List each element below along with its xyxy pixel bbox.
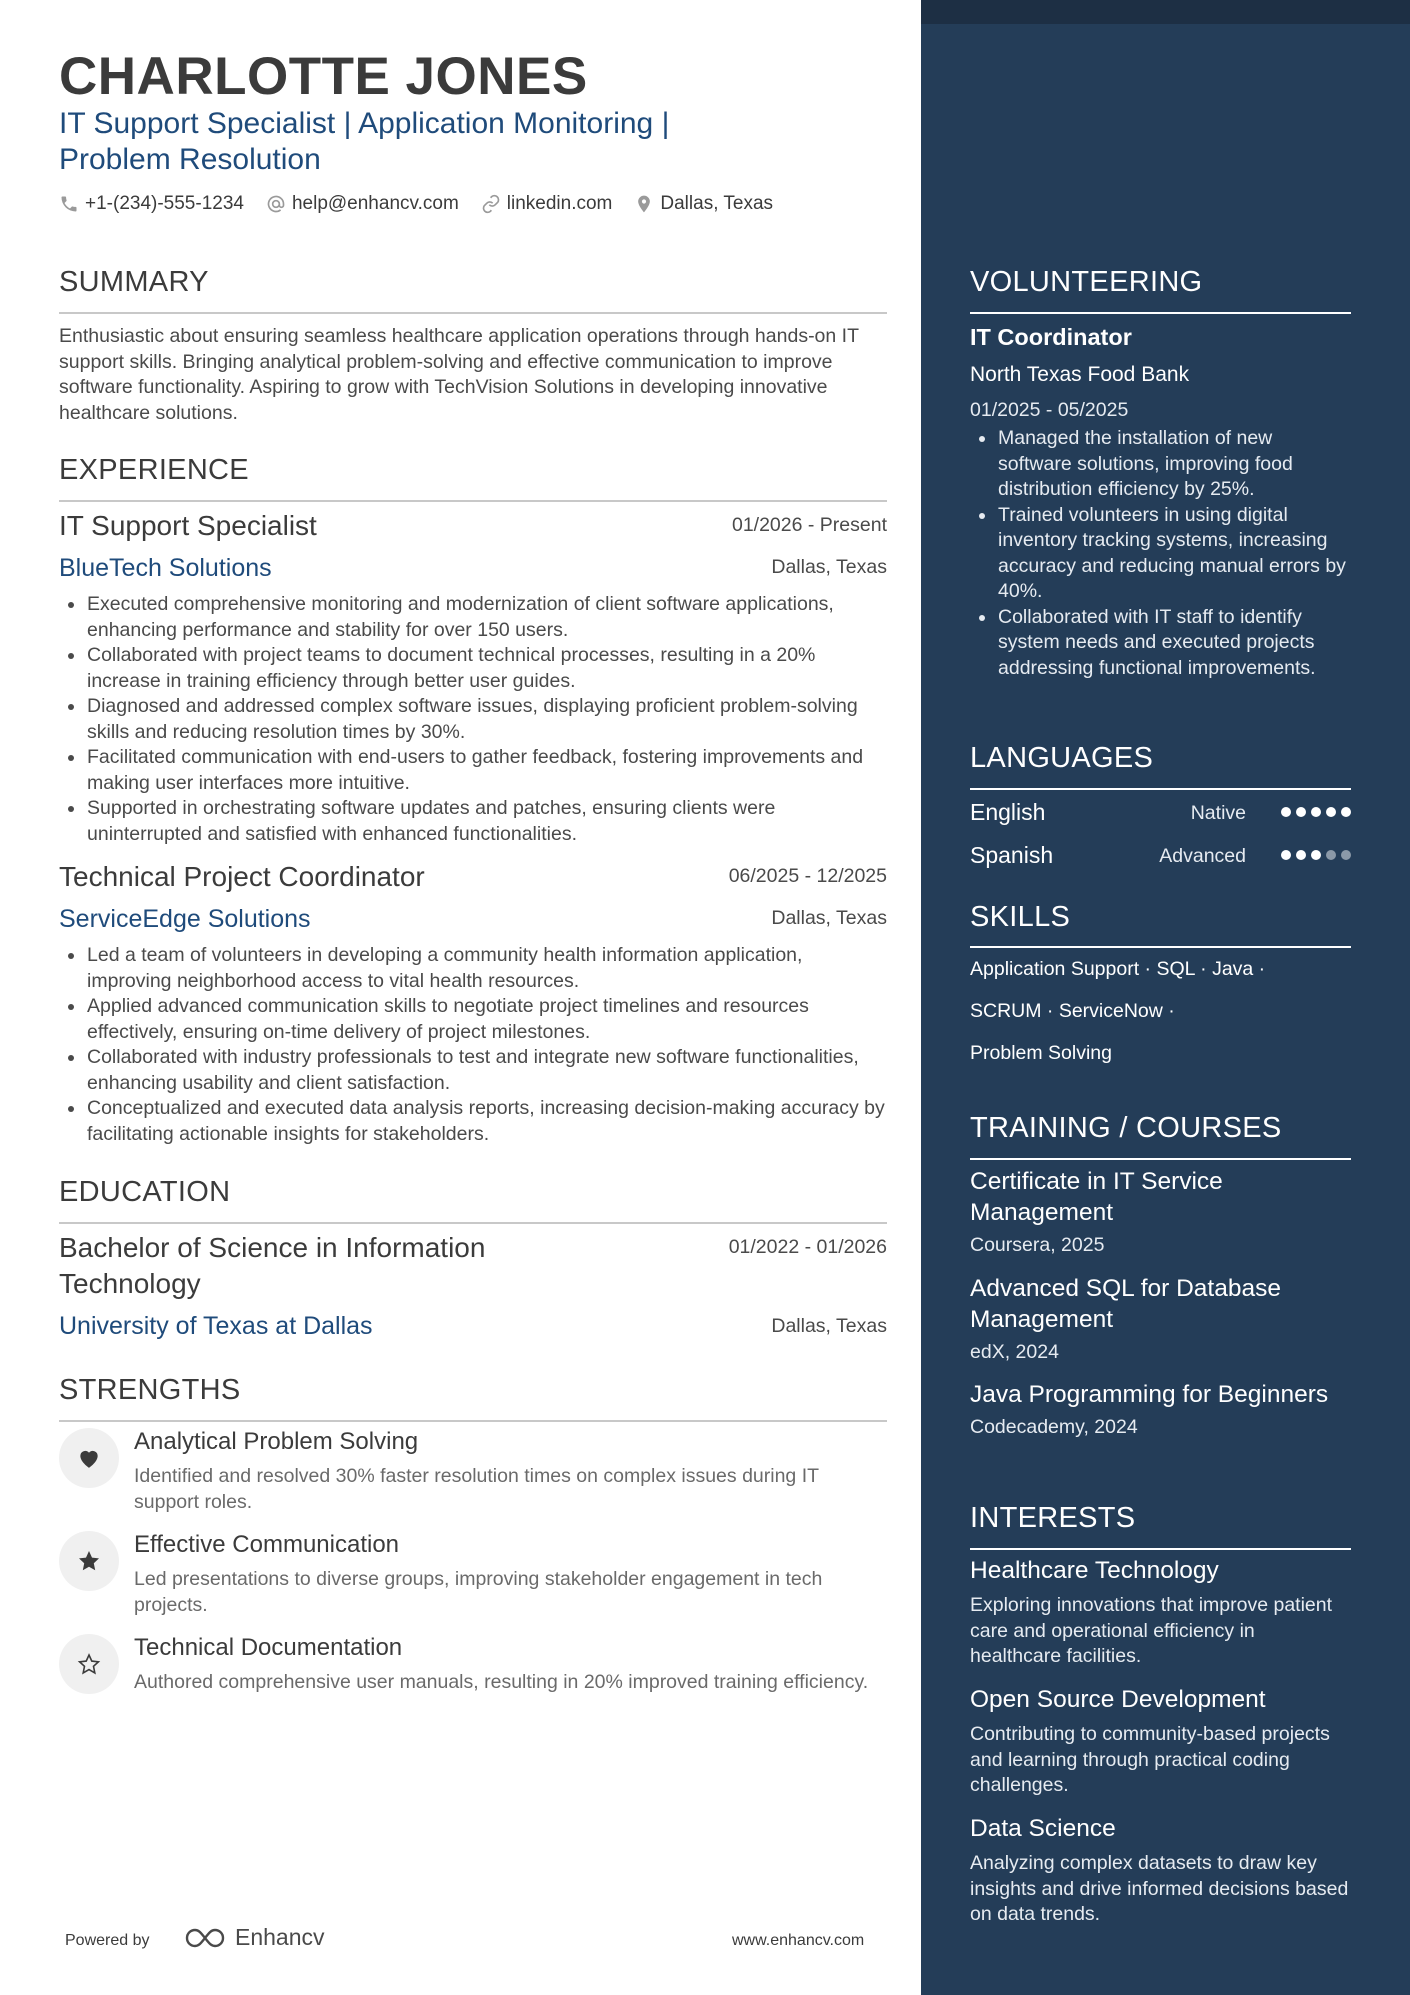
- job-location: Dallas, Texas: [771, 556, 887, 578]
- language-level: Advanced: [1159, 845, 1246, 867]
- volunteering-entry: [970, 324, 1351, 681]
- strength-desc: Authored comprehensive user manuals, resulting in 20% improved training efficiency.: [134, 1671, 869, 1693]
- footer-website[interactable]: www.enhancv.com: [732, 1932, 865, 1949]
- languages-title: LANGUAGES: [970, 742, 1154, 774]
- list-item: Collaborated with industry professionals to test and integrate new software functionalities, enhancing usability and client satisfaction.: [87, 1045, 887, 1096]
- rating-dot-filled: [1296, 850, 1306, 860]
- sidebar-top-band: [921, 0, 1410, 24]
- course-item: [970, 1273, 1351, 1364]
- job-bullets: [59, 592, 887, 847]
- job-company: BlueTech Solutions: [59, 554, 272, 582]
- job-company: ServiceEdge Solutions: [59, 905, 311, 933]
- interest-desc: Analyzing complex datasets to draw key insights and drive informed decisions based on data trends.: [970, 1852, 1349, 1925]
- education-location: Dallas, Texas: [771, 1315, 887, 1337]
- experience-title: EXPERIENCE: [59, 454, 249, 486]
- volunteering-role: IT Coordinator: [970, 324, 1132, 350]
- job-dates: 06/2025 - 12/2025: [728, 865, 887, 887]
- volunteering-divider: [970, 312, 1351, 314]
- course-title: Java Programming for Beginners: [970, 1381, 1329, 1408]
- strength-icon-badge: [59, 1531, 119, 1591]
- contact-email[interactable]: [266, 193, 459, 215]
- interest-desc: Exploring innovations that improve patient care and operational efficiency in healthcare facilities.: [970, 1594, 1333, 1667]
- contact-bar: [59, 193, 795, 215]
- heart-icon: [76, 1445, 102, 1471]
- education-divider: [59, 1222, 887, 1224]
- list-item: Trained volunteers in using digital inventory tracking systems, increasing accuracy and reducing manual errors by 40%.: [998, 503, 1351, 605]
- volunteering-title: VOLUNTEERING: [970, 266, 1203, 298]
- strengths-title: STRENGTHS: [59, 1374, 241, 1406]
- volunteering-dates: 01/2025 - 05/2025: [970, 399, 1129, 421]
- strength-desc: Identified and resolved 30% faster resolution times on complex issues during IT support roles.: [134, 1465, 819, 1513]
- job-bullets: [59, 943, 887, 1147]
- strength-desc: Led presentations to diverse groups, improving stakeholder engagement in tech projects.: [134, 1568, 823, 1616]
- course-provider: Coursera, 2025: [970, 1234, 1105, 1256]
- interests-divider: [970, 1548, 1351, 1550]
- volunteering-bullets: [970, 426, 1351, 681]
- interest-title: Open Source Development: [970, 1686, 1266, 1713]
- footer-powered-by: Powered by: [65, 1932, 150, 1949]
- rating-dot-empty: [1326, 850, 1336, 860]
- skills-line: Problem Solving: [970, 1042, 1112, 1064]
- contact-linkedin[interactable]: [481, 193, 613, 215]
- rating-dot-filled: [1281, 807, 1291, 817]
- job-title: IT Support Specialist: [59, 510, 317, 541]
- course-item: [970, 1166, 1351, 1257]
- list-item: Executed comprehensive monitoring and modernization of client software applications, enhancing performance and stability for over 150 users.: [87, 592, 887, 643]
- interest-item: [970, 1557, 1351, 1670]
- strengths-divider: [59, 1420, 887, 1422]
- language-row: [970, 799, 1351, 829]
- volunteering-org: North Texas Food Bank: [970, 363, 1190, 386]
- star-outline-icon: [77, 1652, 101, 1676]
- at-icon: [266, 194, 286, 214]
- skills-title: SKILLS: [970, 901, 1071, 933]
- language-row: [970, 842, 1351, 872]
- language-name: Spanish: [970, 842, 1054, 868]
- education-dates: 01/2022 - 01/2026: [728, 1236, 887, 1258]
- interest-title: Healthcare Technology: [970, 1557, 1219, 1584]
- contact-email-text: help@enhancv.com: [291, 193, 459, 214]
- strength-title: Technical Documentation: [134, 1634, 403, 1661]
- list-item: Diagnosed and addressed complex software issues, displaying proficient problem-solving skills and reducing resolution times by 30%.: [87, 694, 887, 745]
- rating-dot-filled: [1281, 850, 1291, 860]
- rating-dot-filled: [1296, 807, 1306, 817]
- candidate-headline: IT Support Specialist | Application Monitoring | Problem Resolution: [59, 107, 670, 176]
- interest-item: [970, 1686, 1351, 1799]
- footer-brand: Enhancv: [235, 1924, 325, 1950]
- skills-line: SCRUM · ServiceNow ·: [970, 1000, 1175, 1022]
- rating-dot-filled: [1326, 807, 1336, 817]
- course-item: [970, 1379, 1351, 1439]
- phone-icon: [59, 194, 79, 214]
- training-divider: [970, 1158, 1351, 1160]
- education-title: EDUCATION: [59, 1176, 231, 1208]
- experience-divider: [59, 500, 887, 502]
- strength-icon-badge: [59, 1428, 119, 1488]
- rating-dot-empty: [1341, 850, 1351, 860]
- course-provider: Codecademy, 2024: [970, 1416, 1138, 1438]
- list-item: Collaborated with project teams to document technical processes, resulting in a 20% increase in training efficiency through better user guides.: [87, 643, 887, 694]
- language-rating: [1276, 850, 1351, 860]
- summary-text: Enthusiastic about ensuring seamless healthcare application operations through hands-on IT support skills. Bringing analytical problem-solving and effective communication to improve software functionality. Aspiring to grow with TechVision Solutions in developing innovative healthcare solutions.: [59, 325, 859, 424]
- list-item: Applied advanced communication skills to negotiate project timelines and resources effectively, ensuring on-time delivery of project milestones.: [87, 994, 887, 1045]
- link-icon: [481, 194, 501, 214]
- language-rating: [1276, 807, 1351, 817]
- enhancv-logo-icon: [183, 1925, 229, 1951]
- contact-linkedin-text: linkedin.com: [506, 193, 613, 214]
- job-dates: 01/2026 - Present: [731, 514, 887, 536]
- rating-dot-filled: [1341, 807, 1351, 817]
- summary-divider: [59, 312, 887, 314]
- job-location: Dallas, Texas: [771, 907, 887, 929]
- languages-divider: [970, 788, 1351, 790]
- language-name: English: [970, 799, 1046, 825]
- interest-desc: Contributing to community-based projects and learning through practical coding challenges.: [970, 1723, 1330, 1796]
- interest-title: Data Science: [970, 1815, 1116, 1842]
- location-pin-icon: [634, 194, 654, 214]
- list-item: Managed the installation of new software solutions, improving food distribution efficiency by 25%.: [998, 426, 1351, 503]
- job-title: Technical Project Coordinator: [59, 861, 425, 892]
- contact-location: [634, 193, 773, 215]
- course-title: Advanced SQL for Database Management: [970, 1275, 1281, 1333]
- list-item: Conceptualized and executed data analysis reports, increasing decision-making accuracy by facilitating actionable insights for stakeholders.: [87, 1096, 887, 1147]
- course-provider: edX, 2024: [970, 1341, 1059, 1363]
- contact-phone-text: +1-(234)-555-1234: [85, 193, 244, 214]
- course-title: Certificate in IT Service Management: [970, 1168, 1223, 1226]
- contact-location-text: Dallas, Texas: [660, 193, 774, 214]
- list-item: Collaborated with IT staff to identify system needs and executed projects addressing functional improvements.: [998, 605, 1351, 682]
- contact-phone[interactable]: [59, 193, 244, 215]
- training-title: TRAINING / COURSES: [970, 1112, 1282, 1144]
- star-filled-icon: [77, 1549, 101, 1573]
- education-degree: Bachelor of Science in Information Technology: [59, 1232, 486, 1299]
- strength-title: Analytical Problem Solving: [134, 1428, 419, 1455]
- strength-title: Effective Communication: [134, 1531, 400, 1558]
- skills-divider: [970, 946, 1351, 948]
- rating-dot-filled: [1311, 850, 1321, 860]
- enhancv-logo[interactable]: [183, 1924, 325, 1951]
- candidate-name: CHARLOTTE JONES: [59, 47, 588, 106]
- strength-icon-badge: [59, 1634, 119, 1694]
- education-school: University of Texas at Dallas: [59, 1312, 373, 1340]
- summary-title: SUMMARY: [59, 266, 209, 298]
- interests-title: INTERESTS: [970, 1502, 1136, 1534]
- list-item: Supported in orchestrating software updates and patches, ensuring clients were uninterrupted and satisfied with enhanced functionalities.: [87, 796, 887, 847]
- list-item: Led a team of volunteers in developing a community health information application, improving neighborhood access to vital health resources.: [87, 943, 887, 994]
- rating-dot-filled: [1311, 807, 1321, 817]
- interest-item: [970, 1815, 1351, 1928]
- skills-line: Application Support · SQL · Java ·: [970, 958, 1266, 980]
- list-item: Facilitated communication with end-users to gather feedback, fostering improvements and making user interfaces more intuitive.: [87, 745, 887, 796]
- language-level: Native: [1190, 802, 1246, 824]
